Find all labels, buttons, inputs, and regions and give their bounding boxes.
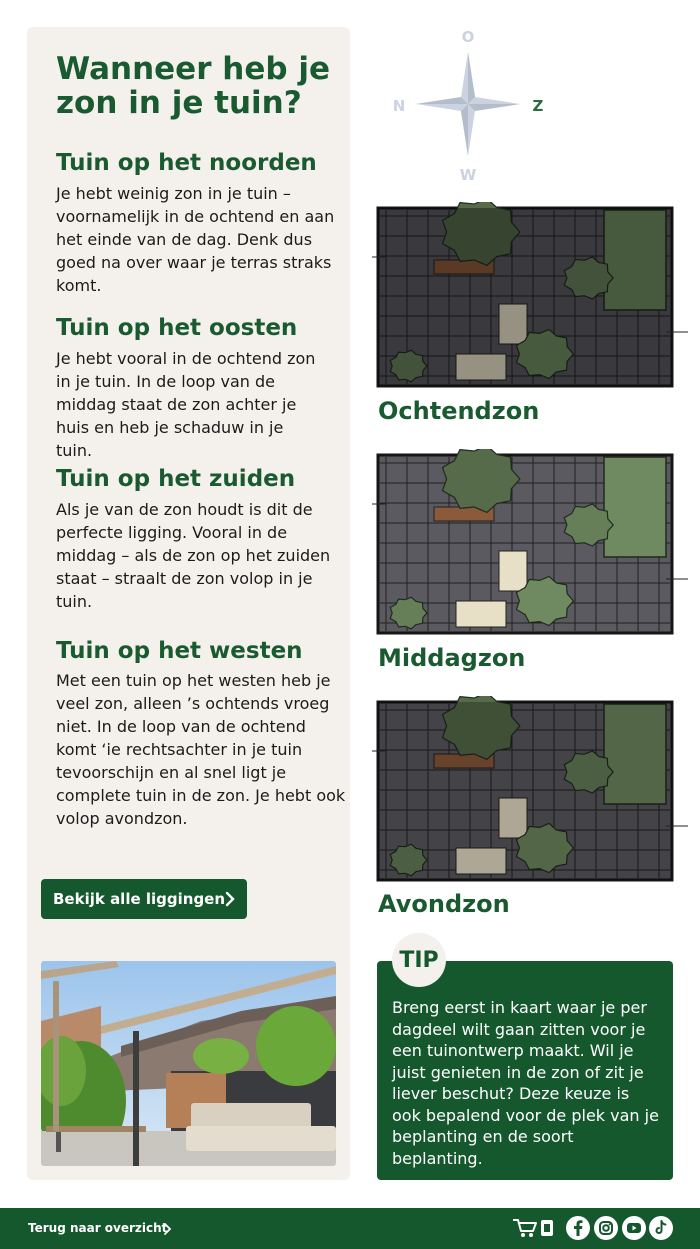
section-heading-oosten: Tuin op het oosten — [56, 315, 298, 341]
tip-badge: TIP — [392, 933, 446, 987]
section-text-zuiden: Als je van de zon houdt is dit de perfecte ligging. Vooral in de middag – als de zon op het zuiden staat – straalt de zon volop in je tuin. — [56, 500, 331, 611]
compass-label-w: W — [459, 166, 477, 184]
plan-label-ochtendzon: Ochtendzon — [378, 397, 540, 425]
view-all-orientations-button[interactable] — [41, 879, 247, 919]
garden-plan-avondzon — [372, 696, 690, 886]
cta-label: Bekijk alle liggingen — [53, 890, 226, 908]
plan-label-middagzon: Middagzon — [378, 644, 526, 672]
section-text-oosten: Je hebt vooral in de ochtend zon in je tuin. In de loop van de middag staat de zon achter je huis en heb je schaduw in je tuin. — [56, 349, 316, 460]
tiktok-icon[interactable] — [649, 1216, 673, 1240]
compass-icon — [388, 24, 548, 184]
section-heading-noorden: Tuin op het noorden — [56, 150, 317, 176]
section-heading-zuiden: Tuin op het zuiden — [56, 466, 296, 492]
section-text-noorden: Je hebt weinig zon in je tuin – voornamelijk in de ochtend en aan het einde van de dag. Denk dus goed na over waar je terras straks komt. — [56, 184, 335, 295]
back-to-overview-link[interactable]: Terug naar overzicht — [28, 1221, 168, 1235]
compass-rose — [388, 24, 548, 184]
compass-label-z: Z — [532, 97, 544, 115]
compass-label-o: O — [461, 28, 475, 46]
section-text-westen: Met een tuin op het westen heb je veel zon, alleen ’s ochtends vroeg niet. In de loop van de ochtend komt ‘ie rechtsachter in je tuin tevoorschijn en al snel ligt je complete tuin in de zon. Je hebt ook volop avondzon. — [56, 671, 346, 828]
page-title: Wanneer heb je zon in je tuin? — [56, 51, 331, 121]
garden-photo — [41, 961, 336, 1166]
chevron-right-icon — [223, 889, 237, 909]
compass-label-n: N — [392, 97, 406, 115]
tip-text: Breng eerst in kaart waar je per dagdeel wilt gaan zitten voor je een tuinontwerp maakt. Wil je juist genieten in de zon of zit je liever beschut? Deze keuze is ook bepalend voor de plek van je beplanting en de soort beplanting. — [392, 998, 659, 1168]
plan-label-avondzon: Avondzon — [378, 890, 510, 918]
facebook-icon[interactable] — [566, 1216, 590, 1240]
section-heading-westen: Tuin op het westen — [56, 638, 303, 664]
garden-plan-middagzon — [372, 449, 690, 639]
instagram-icon[interactable] — [594, 1216, 618, 1240]
chevron-right-icon — [162, 1222, 172, 1236]
cart-icon[interactable] — [511, 1216, 557, 1240]
youtube-icon[interactable] — [622, 1216, 646, 1240]
garden-plan-ochtendzon — [372, 202, 690, 392]
